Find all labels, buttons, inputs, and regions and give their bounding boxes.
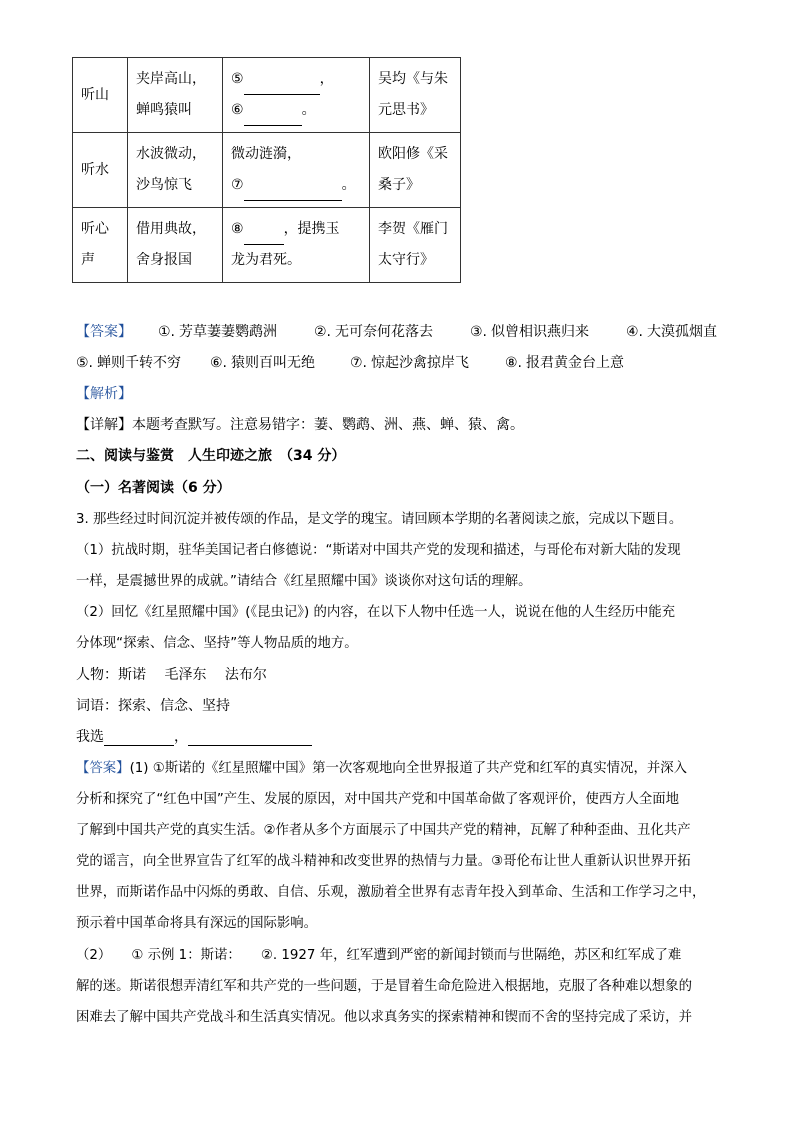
source-cell: [370, 133, 461, 208]
scene-cell: [128, 208, 223, 283]
answer2-tag: 【答案】: [76, 761, 130, 776]
blank-cell: [223, 58, 370, 133]
blank-suffix: ，: [319, 71, 334, 87]
scene-line: 舍身报国: [136, 252, 192, 268]
answer-text: 大漠孤烟直: [647, 324, 718, 340]
answer2-part2-line: 困难去了解中国共产党战斗和生活真实情况。他以求真务实的探索精神和锲而不舍的坚持完成了采访，并: [76, 1010, 692, 1025]
topic-line: 声: [81, 252, 95, 268]
topic-cell: 听水: [73, 133, 128, 208]
answer2-part2-line: （2） ① 示例 1：斯诺： ②. 1927 年，红军遭到严密的新闻封锁而与世隔绝，苏区和红军成了难: [76, 948, 682, 963]
detail-text: 本题考查默写。注意易错字：萋、鹦鹉、洲、燕、蝉、猿、禽。: [132, 417, 524, 433]
section-title: 二、阅读与鉴赏 人生印迹之旅 （34 分）: [76, 448, 346, 464]
blank-line: [231, 64, 361, 95]
answer-item: [314, 321, 433, 341]
answer-item: [158, 321, 277, 341]
source-line: 吴均《与朱: [378, 71, 448, 87]
answer-number: ⑧.: [505, 355, 523, 371]
answer-text: 似曾相识燕归来: [491, 324, 590, 340]
answer-number: ④.: [626, 324, 644, 340]
poem-line: 微动涟漪，: [231, 146, 301, 162]
fill-blank[interactable]: [244, 184, 342, 201]
question-part2-line1: （2）回忆《红星照耀中国》(《昆虫记》) 的内容，在以下人物中任选一人，说说在他的人生经历中能充: [76, 605, 676, 620]
question-part1-line1: （1）抗战时期，驻华美国记者白修德说：“斯诺对中国共产党的发现和描述，与哥伦布对新大陆的发现: [76, 543, 681, 558]
scene-line: 蝉鸣猿叫: [136, 102, 192, 118]
blank-number: ⑦: [231, 177, 244, 193]
blank-line: [231, 95, 361, 126]
people-label: 人物：斯诺: [76, 667, 146, 683]
subsection-title: （一）名著阅读（6 分）: [76, 480, 231, 496]
blank-cell: [223, 133, 370, 208]
source-line: 李贺《雁门: [378, 221, 448, 237]
answer2-line: [76, 757, 687, 776]
answer2-text: (1) ①斯诺的《红星照耀中国》第一次客观地向全世界报道了共产党和红军的真实情况，并深入: [129, 761, 688, 776]
answer-tag: 【答案】: [76, 324, 132, 340]
scene-line: 夹岸高山，: [136, 71, 206, 87]
blank-number: ⑥: [231, 102, 244, 118]
answer-item: [626, 321, 717, 341]
source-line: 桑子》: [378, 177, 420, 193]
answer-number: ①.: [158, 324, 176, 340]
answer-item: [210, 352, 315, 372]
answer2-line: 分析和探究了“红色中国”产生、发展的原因，对中国共产党和中国革命做了客观评价，使西方人全面地: [76, 792, 680, 807]
answer-text: 猿则百叫无绝: [231, 355, 316, 371]
topic-cell: 听山: [73, 58, 128, 133]
answer2-line: 了解到中国共产党的真实生活。②作者从多个方面展示了中国共产党的精神，瓦解了种种歪曲、丑化共产: [76, 823, 691, 838]
words-list: 词语：探索、信念、坚持: [76, 698, 230, 714]
answer-item: [470, 321, 589, 341]
person-fabre: 法布尔: [224, 667, 267, 683]
answer-text: 无可奈何花落去: [335, 324, 434, 340]
choose-label: 我选: [76, 729, 104, 745]
answer-item: [350, 352, 469, 372]
topic-cell: [73, 208, 128, 283]
source-line: 欧阳修《采: [378, 146, 448, 162]
scene-line: 水波微动，: [136, 146, 206, 162]
answer-text: 惊起沙禽掠岸飞: [371, 355, 470, 371]
source-line: 太守行》: [378, 252, 434, 268]
analysis-tag: 【解析】: [76, 386, 132, 402]
question-part1-line2: 一样，是震撼世界的成就。”请结合《红星照耀中国》谈谈你对这句话的理解。: [76, 574, 532, 589]
fill-blank[interactable]: [244, 228, 284, 245]
blank-line: [231, 214, 361, 245]
answer-number: ②.: [314, 324, 332, 340]
blank-number: ⑧: [231, 221, 244, 237]
people-list: [76, 664, 267, 684]
question-intro: 3. 那些经过时间沉淀并被传颂的作品，是文学的瑰宝。请回顾本学期的名著阅读之旅，完成以下题目。: [76, 512, 683, 527]
source-line: 元思书》: [378, 102, 434, 118]
answer-number: ⑦.: [350, 355, 368, 371]
fill-blank[interactable]: [244, 109, 302, 126]
blank-cell: [223, 208, 370, 283]
answer-item: [505, 352, 624, 372]
table-row: [73, 133, 461, 208]
topic-line: 听心: [81, 221, 109, 237]
scene-line: 借用典故，: [136, 221, 206, 237]
answer-number: ③.: [470, 324, 488, 340]
source-cell: [370, 58, 461, 133]
scene-cell: [128, 133, 223, 208]
answer-number: ⑤.: [76, 355, 94, 371]
blank-suffix: 。: [301, 102, 316, 118]
fill-blank[interactable]: [244, 78, 320, 95]
answer-text: 芳草萋萋鹦鹉洲: [179, 324, 278, 340]
answer-text: 蝉则千转不穷: [97, 355, 182, 371]
question-part2-line2: 分体现“探索、信念、坚持”等人物品质的地方。: [76, 636, 358, 651]
answer-number: ⑥.: [210, 355, 228, 371]
detail-tag: 【详解】: [76, 417, 132, 433]
answer2-part2-line: 解的迷。斯诺很想弄清红军和共产党的一些问题，于是冒着生命危险进入根据地，克服了各种难以想象的: [76, 979, 692, 994]
choose-line: [76, 726, 312, 746]
scene-cell: [128, 58, 223, 133]
poem-table: [72, 57, 461, 283]
source-cell: [370, 208, 461, 283]
answer2-line: 党的谣言，向全世界宣告了红军的战斗精神和改变世界的热情与力量。③哥伦布让世人重新认识世界开拓: [76, 854, 691, 869]
choose-blank[interactable]: [104, 729, 174, 746]
reason-blank[interactable]: [188, 729, 312, 746]
blank-suffix: ，提携玉: [283, 221, 340, 237]
person-mao: 毛泽东: [164, 667, 207, 683]
table-row: [73, 58, 461, 133]
answer-item: [76, 352, 181, 372]
poem-line: 龙为君死。: [231, 252, 301, 268]
answer-text: 报君黄金台上意: [526, 355, 625, 371]
blank-number: ⑤: [231, 71, 244, 87]
analysis-detail: [76, 414, 524, 434]
answer2-line: 预示着中国革命将具有深远的国际影响。: [76, 916, 318, 931]
blank-suffix: 。: [341, 177, 356, 193]
table-row: [73, 208, 461, 283]
blank-line: [231, 170, 361, 201]
choose-comma: ，: [174, 729, 188, 745]
scene-line: 沙鸟惊飞: [136, 177, 192, 193]
answer2-line: 世界，而斯诺作品中闪烁的勇敢、自信、乐观，激励着全世界有志青年投入到革命、生活和工作学习之中，: [76, 885, 706, 900]
